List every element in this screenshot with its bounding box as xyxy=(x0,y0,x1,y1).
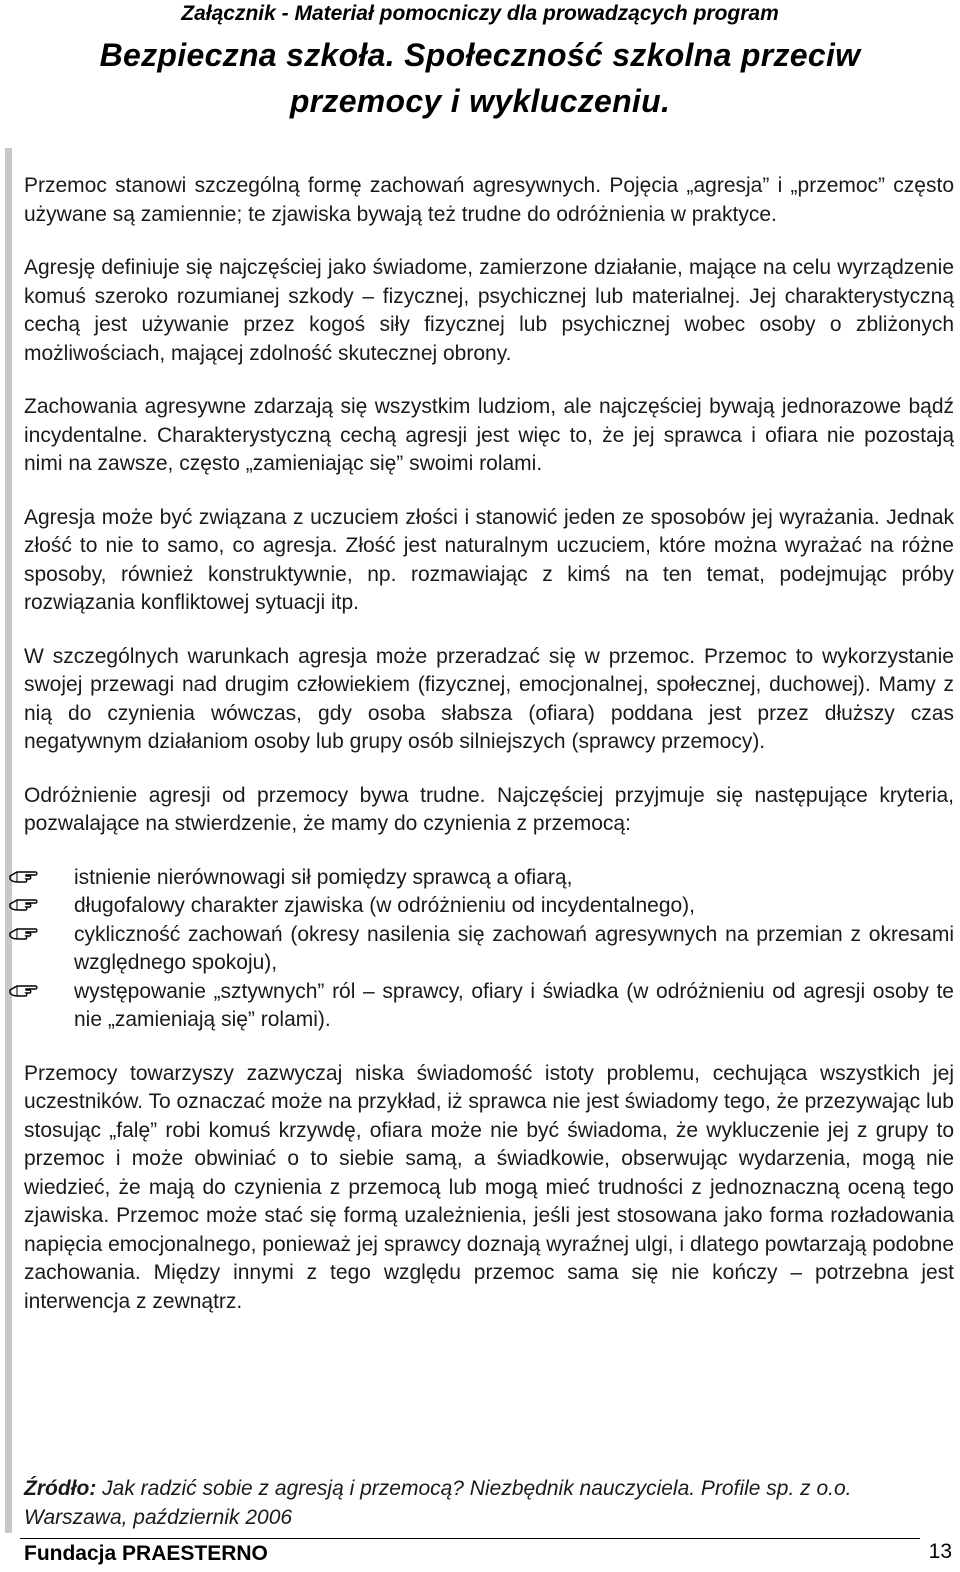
document-subtitle: Załącznik - Materiał pomocniczy dla prowadzących program xyxy=(181,2,779,25)
criterion-text: istnienie nierównowagi sił pomiędzy sprawcą a ofiarą, xyxy=(74,865,573,889)
paragraph: Zachowania agresywne zdarzają się wszystkim ludziom, ale najczęściej bywają jednorazowe bądź incydentalne. Charakterystyczną cechą agresji jest więc to, że jej sprawca i ofiara nie pozostają nimi na zawsze, często „zamieniając się” swoimi rolami. xyxy=(24,395,954,475)
paragraph: Odróżnienie agresji od przemocy bywa trudne. Najczęściej przyjmuje się następujące kryteria, pozwalające na stwierdzenie, że mamy do czynienia z przemocą: xyxy=(24,783,954,835)
left-margin-bar xyxy=(5,148,12,1533)
paragraph: W szczególnych warunkach agresja może przeradzać się w przemoc. Przemoc to wykorzystanie swojej przewagi nad drugim człowiekiem (fizycznej, emocjonalnej, społecznej, duchowej). Mamy z nią do czynienia wówczas, gdy osoba słabsza (ofiara) poddana jest przez dłuższy czas negatywnym działaniom osoby lub grupy osób silniejszych (sprawcy przemocy). xyxy=(24,644,954,753)
pointing-hand-icon xyxy=(8,895,38,913)
criteria-list xyxy=(24,864,954,1035)
list-item xyxy=(24,864,954,893)
page-number: 13 xyxy=(928,1540,952,1563)
document-title-line-2: przemocy i wykluczeniu. xyxy=(289,83,671,119)
criterion-text: długofalowy charakter zjawiska (w odróżnieniu od incydentalnego), xyxy=(74,894,696,917)
source-label: Źródło: xyxy=(24,1477,97,1500)
footer-divider xyxy=(20,1538,920,1539)
closing-paragraph: Przemocy towarzyszy zazwyczaj niska świadomość istoty problemu, cechująca wszystkich jej uczestników. To oznaczać może na przykład, iż sprawca nie jest świadomy tego, że przezywając lub stosując „falę” robi komuś krzywdę, ofiara może nie być świadoma, że wykluczenie jej z grupy to przemoc i może obwiniać o to siebie samą, a świadkowie, obserwując wydarzenia, mogą nie wiedzieć, że mają do czynienia z przemocą lub mogą mieć trudności z jednoznaczną oceną tego zjawiska. Przemoc może stać się formą uzależnienia, jeśli jest stosowana jako forma rozładowania napięcia emocjonalnego, ponieważ jej sprawcy doznają wyraźnej ulgi, i dlatego powtarzają podobne zachowania. Między innymi z tego względu przemoc sama się nie kończy – potrzebna jest interwencja z zewnątrz. xyxy=(24,1061,954,1313)
list-item xyxy=(24,892,954,921)
paragraph: Agresję definiuje się najczęściej jako świadome, zamierzone działanie, mające na celu wyrządzenie komuś szeroko rozumianej szkody – fizycznej, psychicznej lub materialnej. Jej charakterystyczną cechą jest używanie przez kogoś siły fizycznej lub psychicznej wobec osoby o zbliżonych możliwościach, mającej zdolność skutecznej obrony. xyxy=(24,256,954,365)
pointing-hand-icon xyxy=(8,924,38,942)
footer-organization: Fundacja PRAESTERNO xyxy=(24,1542,268,1565)
document-title xyxy=(20,32,940,124)
criterion-text: cykliczność zachowań (okresy nasilenia się zachowań agresywnych na przemian z okresami względnego spokoju), xyxy=(74,922,954,974)
paragraph: Przemoc stanowi szczególną formę zachowań agresywnych. Pojęcia „agresja” i „przemoc” często używane są zamiennie; te zjawiska bywają też trudne do odróżnienia w praktyce. xyxy=(24,174,954,226)
document-title-line-1: Bezpieczna szkoła. Społeczność szkolna przeciw xyxy=(99,37,861,73)
source-text: Jak radzić sobie z agresją i przemocą? Niezbędnik nauczyciela. Profile sp. z o.o. Warszawa, październik 2006 xyxy=(24,1477,852,1529)
criterion-text: występowanie „sztywnych” ról – sprawcy, ofiary i świadka (w odróżnieniu od agresji osoby te nie „zamieniają się” rolami). xyxy=(74,979,954,1031)
list-item xyxy=(24,921,954,978)
list-item xyxy=(24,978,954,1035)
pointing-hand-icon xyxy=(8,867,38,885)
source-citation xyxy=(24,1474,954,1532)
pointing-hand-icon xyxy=(8,981,38,999)
paragraph: Agresja może być związana z uczuciem złości i stanowić jeden ze sposobów jej wyrażania. Jednak złość to nie to samo, co agresja. Złość jest naturalnym uczuciem, które można wyrażać na różne sposoby, również konstruktywnie, np. rozmawiając z kimś na ten temat, podejmując próby rozwiązania konfliktowej sytuacji itp. xyxy=(24,505,954,614)
document-body xyxy=(24,172,954,1341)
